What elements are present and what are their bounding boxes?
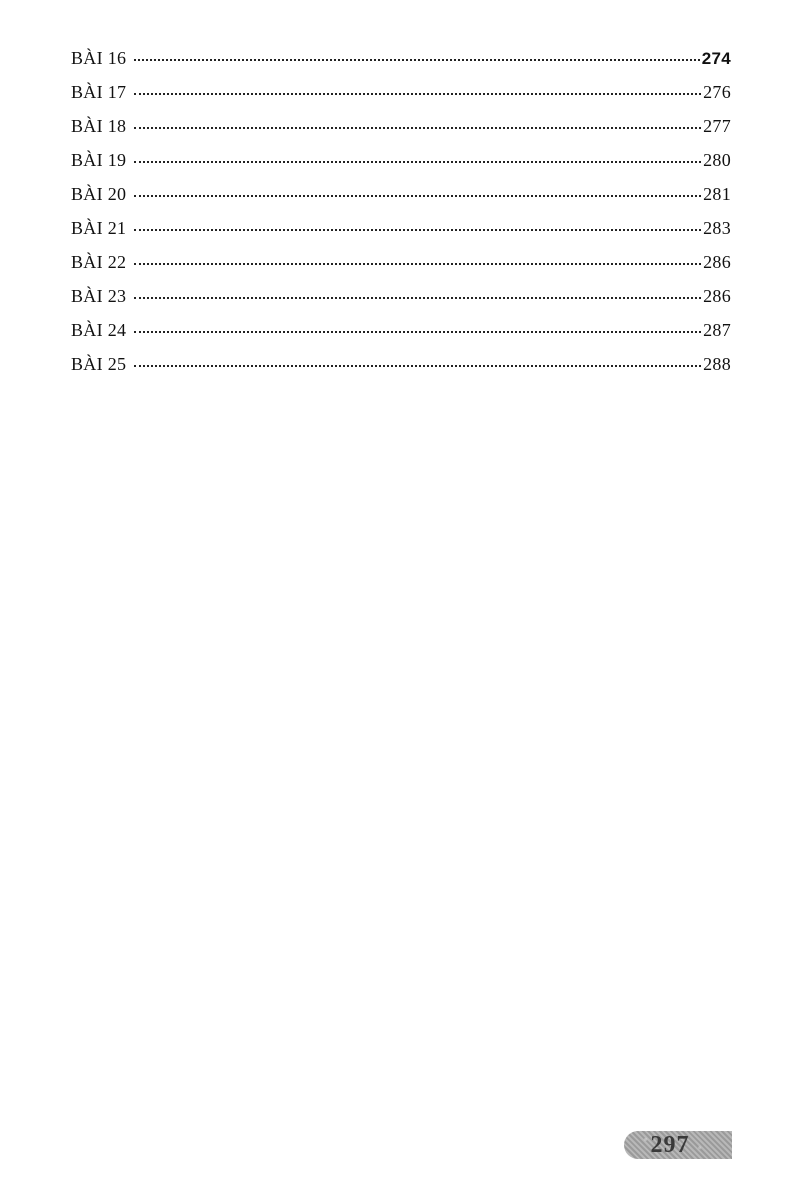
toc-leader-dots	[134, 161, 701, 163]
toc-entry-label: BÀI 18	[71, 116, 127, 136]
toc-leader-dots	[134, 195, 701, 197]
toc-entry	[71, 320, 731, 354]
toc-entry	[71, 150, 731, 184]
toc-entry	[71, 116, 731, 150]
toc-leader-dots	[134, 93, 701, 95]
toc-leader-dots	[134, 331, 701, 333]
toc-leader-dots	[134, 297, 701, 299]
toc-entry-page: 286	[703, 286, 731, 306]
toc-entry-label: BÀI 21	[71, 218, 127, 238]
toc-leader-dots	[134, 59, 699, 61]
toc-entry-label: BÀI 19	[71, 150, 127, 170]
toc-entry-page: 280	[703, 150, 731, 170]
toc-entry-page: 274	[701, 49, 731, 68]
toc-leader-dots	[134, 229, 701, 231]
toc-leader-dots	[134, 263, 701, 265]
toc-entry	[71, 82, 731, 116]
toc-entry-label: BÀI 17	[71, 82, 127, 102]
toc-entry-label: BÀI 24	[71, 320, 127, 340]
toc-entry	[71, 184, 731, 218]
toc-entry	[71, 218, 731, 252]
toc-entry-page: 283	[703, 218, 731, 238]
toc-entry-page: 287	[703, 320, 731, 340]
toc-entry-label: BÀI 25	[71, 354, 127, 374]
page-number-badge	[624, 1131, 732, 1159]
toc-entry-label: BÀI 16	[71, 48, 127, 68]
toc-entry-label: BÀI 23	[71, 286, 127, 306]
toc-leader-dots	[134, 127, 701, 129]
toc-entry	[71, 354, 731, 388]
toc-entry-page: 277	[703, 116, 731, 136]
toc-entry-label: BÀI 20	[71, 184, 127, 204]
toc-entry-page: 288	[703, 354, 731, 374]
toc-entry-page: 276	[703, 82, 731, 102]
toc-leader-dots	[134, 365, 701, 367]
toc-entry-label: BÀI 22	[71, 252, 127, 272]
toc-entry	[71, 286, 731, 320]
table-of-contents	[71, 48, 731, 388]
toc-entry	[71, 48, 731, 82]
page-number: 297	[650, 1131, 690, 1158]
toc-entry-page: 281	[703, 184, 731, 204]
toc-entry-page: 286	[703, 252, 731, 272]
toc-entry	[71, 252, 731, 286]
